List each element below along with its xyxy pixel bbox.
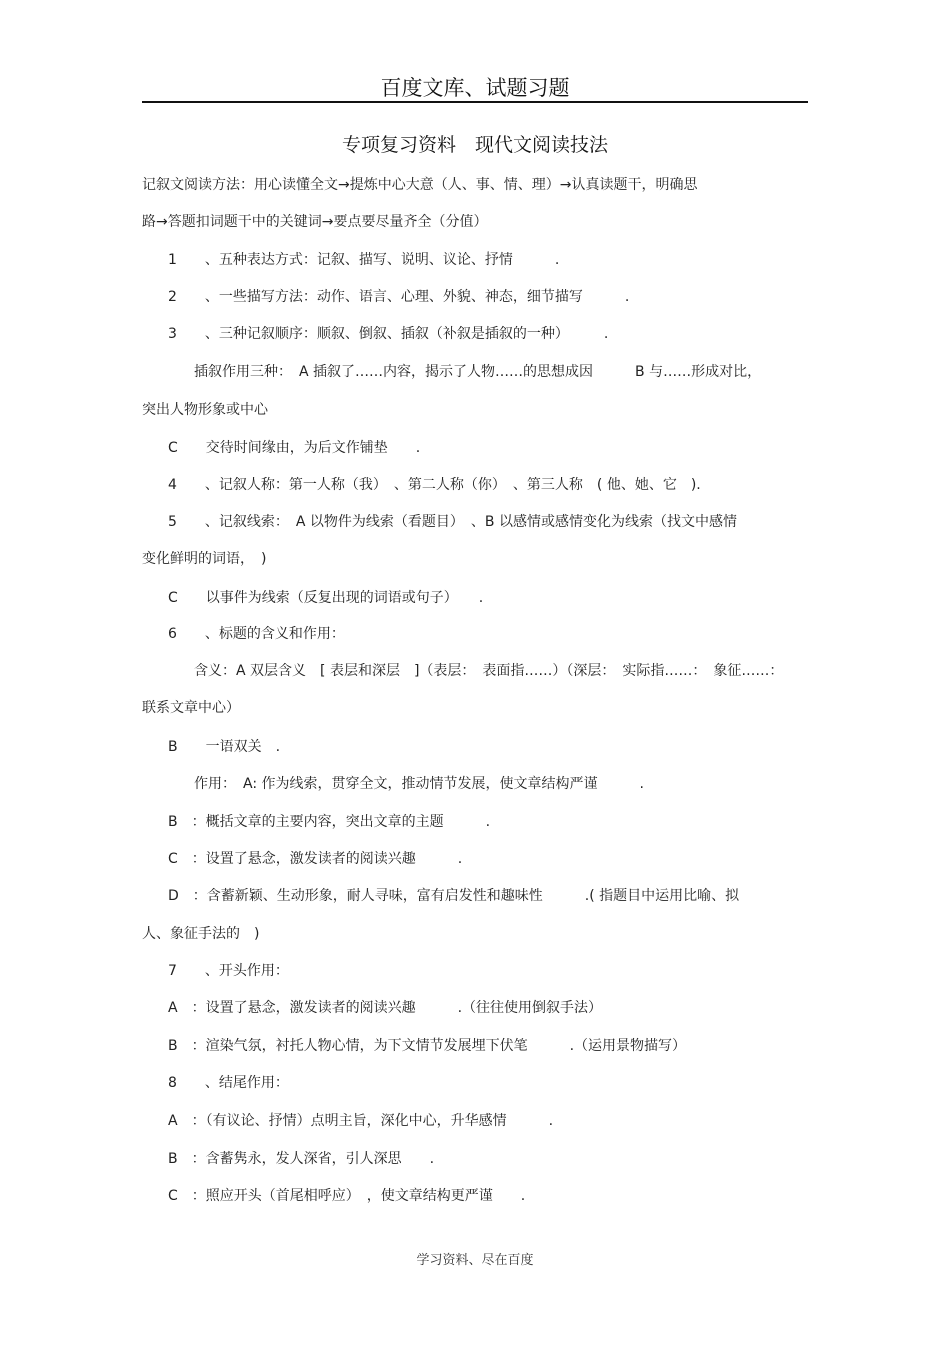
list-item: C ：设置了悬念，激发读者的阅读兴趣 . (168, 851, 463, 867)
text-line: 联系文章中心） (142, 700, 240, 716)
header-title: 百度文库、试题习题 (380, 76, 570, 100)
list-item: B ：渲染气氛，衬托人物心情，为下文情节发展埋下伏笔 .（运用景物描写） (168, 1038, 687, 1054)
text-line: 突出人物形象或中心 (142, 402, 268, 418)
text-line: 记叙文阅读方法：用心读懂全文→提炼中心大意（人、事、情、理）→认真读题干，明确思 (142, 177, 698, 193)
list-item: B 一语双关 . (168, 739, 281, 755)
text-line: 作用： A: 作为线索，贯穿全文，推动情节发展，使文章结构严谨 . (194, 776, 644, 792)
text-line: 路→答题扣词题干中的关键词→要点要尽量齐全（分值） (142, 214, 488, 230)
text-line: 插叙作用三种： A 插叙了……内容，揭示了人物……的思想成因 B 与……形成对比， (194, 364, 762, 380)
list-item: C ：照应开头（首尾相呼应） ，使文章结构更严谨 . (168, 1188, 526, 1204)
list-item: 4 、记叙人称：第一人称（我） 、第二人称（你） 、第三人称 ( 他、她、它 ). (168, 477, 701, 493)
text-line: 含义：A 双层含义 [ 表层和深层 ]（表层： 表面指……）（深层： 实际指……： 象征……： (194, 663, 784, 679)
list-item: 6 、标题的含义和作用： (168, 626, 345, 642)
list-item: B ：含蓄隽永，发人深省，引人深思 . (168, 1151, 435, 1167)
text-line: 变化鲜明的词语， ) (142, 551, 267, 567)
text-line: 人、象征手法的 ) (142, 926, 260, 942)
list-item: D ：含蓄新颖、生动形象，耐人寻味，富有启发性和趣味性 .( 指题目中运用比喻、拟 (168, 888, 740, 904)
list-item: C 以事件为线索（反复出现的词语或句子） . (168, 590, 484, 606)
list-item: 2 、一些描写方法：动作、语言、心理、外貌、神态，细节描写 . (168, 289, 630, 305)
list-item: 3 、三种记叙顺序：顺叙、倒叙、插叙（补叙是插叙的一种） . (168, 326, 609, 342)
list-item: 8 、结尾作用： (168, 1075, 289, 1091)
document-title: 专项复习资料 现代文阅读技法 (341, 134, 608, 156)
list-item: C 交待时间缘由，为后文作铺垫 . (168, 440, 421, 456)
list-item: 7 、开头作用： (168, 963, 289, 979)
page-footer: 学习资料、尽在百度 (416, 1253, 534, 1268)
list-item: 5 、记叙线索： A 以物件为线索（看题目） 、B 以感情或感情变化为线索（找文中感情 (168, 514, 737, 530)
list-item: 1 、五种表达方式：记叙、描写、说明、议论、抒情 . (168, 252, 560, 268)
list-item: A ：设置了悬念，激发读者的阅读兴趣 .（往往使用倒叙手法） (168, 1000, 603, 1016)
header-divider (142, 101, 808, 103)
list-item: B ：概括文章的主要内容，突出文章的主题 . (168, 814, 491, 830)
list-item: A ：（有议论、抒情）点明主旨，深化中心，升华感情 . (168, 1113, 554, 1129)
